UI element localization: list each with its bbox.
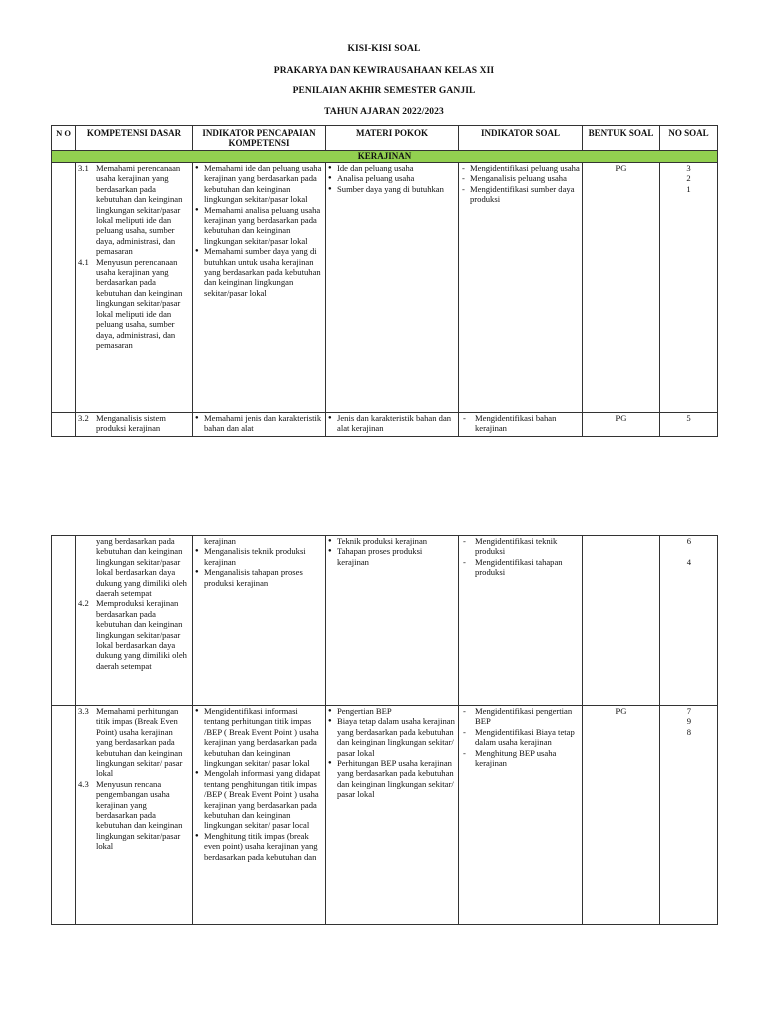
kd-cell <box>76 706 193 925</box>
table-header-row <box>52 126 718 151</box>
list-item: - Mengidentifikasi Biaya tetap dalam usaha kerajinan <box>475 727 580 748</box>
col-header-indikator-pencapaian: INDIKATOR PENCAPAIAN KOMPETENSI <box>193 126 326 151</box>
kd-text: Memahami perencanaan usaha kerajinan yang berdasarkan pada kebutuhan dan keinginan lingkungan sekitar/pasar lokal meliputi ide dan peluang usaha, sumber daya, administrasi, dan pemasaran <box>96 163 183 257</box>
kd-item <box>78 536 190 598</box>
doc-title: KISI-KISI SOAL <box>347 44 421 54</box>
kd-item <box>78 779 190 852</box>
kd-item <box>78 163 190 257</box>
kd-number: 4.1 <box>78 256 89 267</box>
no-soal-cell: 5 <box>660 413 718 437</box>
list-item: - Mengidentifikasi sumber daya produksi <box>470 184 580 205</box>
no-soal-cell <box>660 536 718 706</box>
row-no-cell <box>52 536 76 706</box>
kd-item <box>78 706 190 779</box>
kisi-table-part-2 <box>51 535 718 925</box>
list-item: ● Memahami sumber daya yang di butuhkan untuk usaha kerajinan yang berdasarkan pada kebutuhan dan keinginan lingkungan sekitar/pasar lokal <box>204 246 323 298</box>
section-label: KERAJINAN <box>52 151 718 163</box>
no-soal-cell <box>660 163 718 413</box>
kd-text: Menyusun rencana pengembangan usaha kerajinan yang berdasarkan pada kebutuhan dan keinginan lingkungan sekitar/pasar lokal <box>96 778 183 852</box>
bentuk-soal-cell: PG <box>583 163 660 413</box>
kd-text: Memproduksi kerajinan berdasarkan pada kebutuhan dan keinginan lingkungan sekitar/pasar lokal berdasarkan daya dukung yang dimiliki oleh daerah setempat <box>96 598 187 671</box>
kd-cell <box>76 163 193 413</box>
kd-number: 3.3 <box>78 706 89 716</box>
list-item: - Mengidentifikasi pengertian BEP <box>475 706 580 727</box>
no-soal-value: 3 <box>686 163 691 173</box>
kd-number: 4.3 <box>78 778 89 789</box>
list-item: - Mengidentifikasi tahapan produksi <box>475 557 580 578</box>
list-item: ● Ide dan peluang usaha <box>337 163 456 173</box>
list-item: ● Menganalisis teknik produksi kerajinan <box>204 546 323 567</box>
no-soal-value: 1 <box>686 183 691 194</box>
col-header-no-soal: NO SOAL <box>660 126 718 151</box>
indikator-cell <box>193 413 326 437</box>
list-item: ● Sumber daya yang di butuhkan <box>337 184 456 194</box>
kd-text: Menyusun perencanaan usaha kerajinan yang berdasarkan pada kebutuhan dan keinginan lingkungan sekitar/pasar lokal meliputi ide dan peluang usaha, sumber daya, administrasi, dan pemasaran <box>96 256 183 350</box>
no-soal-value: 2 <box>686 173 691 184</box>
table-row <box>52 536 718 706</box>
table-row <box>52 706 718 925</box>
materi-cell <box>326 536 459 706</box>
kd-text: Memahami perhitungan titik impas (Break Even Point) usaha kerajinan yang berdasarkan pada kebutuhan dan keinginan lingkungan sekitar/ pasar lokal <box>96 706 183 779</box>
no-soal-value: 8 <box>686 726 691 737</box>
kd-number: 4.2 <box>78 598 89 609</box>
list-item: ● Mengolah informasi yang didapat tentang penghitungan titik impas /BEP ( Break Event Point ) usaha kerajinan yang berdasarkan pada kebutuhan dan keinginan lingkungan sekitar/ pasar local <box>204 768 323 830</box>
section-row-kerajinan <box>52 151 718 163</box>
col-header-kompetensi-dasar: KOMPETENSI DASAR <box>76 126 193 151</box>
kd-cell <box>76 536 193 706</box>
row-no-cell <box>52 413 76 437</box>
list-item: ● Menganalisis tahapan proses produksi kerajinan <box>204 567 323 588</box>
list-item: ● Perhitungan BEP usaha kerajinan yang berdasarkan pada kebutuhan dan keinginan lingkungan sekitar/ pasar lokal <box>337 758 456 800</box>
col-header-indikator-soal: INDIKATOR SOAL <box>459 126 583 151</box>
list-item: ● Memahami jenis dan karakteristik bahan dan alat <box>204 413 323 434</box>
col-header-materi-pokok: MATERI POKOK <box>326 126 459 151</box>
list-item: - Menganalisis peluang usaha <box>470 173 580 183</box>
materi-cell <box>326 163 459 413</box>
list-item: ● Pengertian BEP <box>337 706 456 716</box>
table-row <box>52 413 718 437</box>
indikator-soal-cell <box>459 706 583 925</box>
list-item: ● Memahami analisa peluang usaha kerajinan yang berdasarkan pada kebutuhan dan keinginan lingkungan sekitar/pasar lokal <box>204 205 323 247</box>
list-item: ● Analisa peluang usaha <box>337 173 456 183</box>
kd-item <box>78 257 190 351</box>
kisi-table-part-1 <box>51 125 718 437</box>
list-item: - Mengidentifikasi bahan kerajinan <box>475 413 580 434</box>
list-item: - Mengidentifikasi peluang usaha <box>470 163 580 173</box>
table-row <box>52 163 718 413</box>
indikator-cell <box>193 536 326 706</box>
list-item: ● Memahami ide dan peluang usaha kerajinan yang berdasarkan pada kebutuhan dan keinginan lingkungan sekitar/pasar lokal <box>204 163 323 205</box>
list-item: ● Tahapan proses produksi kerajinan <box>337 546 456 567</box>
materi-cell <box>326 413 459 437</box>
kd-text: Menganalisis sistem produksi kerajinan <box>96 413 166 434</box>
list-item: - Mengidentifikasi teknik produksi <box>475 536 580 557</box>
indikator-cell <box>193 163 326 413</box>
row-no-cell <box>52 706 76 925</box>
no-soal-value: 9 <box>686 716 691 727</box>
col-header-bentuk-soal: BENTUK SOAL <box>583 126 660 151</box>
col-header-no: N O <box>52 126 76 151</box>
no-soal-value: 6 <box>686 536 691 546</box>
materi-cell <box>326 706 459 925</box>
indikator-soal-cell <box>459 536 583 706</box>
kd-item <box>78 598 190 671</box>
bentuk-soal-cell: PG <box>583 706 660 925</box>
no-soal-value: 7 <box>686 706 691 716</box>
kd-number: 3.1 <box>78 163 89 173</box>
kd-cell <box>76 413 193 437</box>
bentuk-soal-cell: PG <box>583 413 660 437</box>
doc-subject: PRAKARYA DAN KEWIRAUSAHAAN KELAS XII <box>273 66 495 76</box>
list-item: - Menghitung BEP usaha kerajinan <box>475 748 580 769</box>
kd-item <box>78 413 190 434</box>
list-item: ● Menghitung titik impas (break even point) usaha kerajinan yang berdasarkan pada kebutuhan dan <box>204 831 323 862</box>
no-soal-cell <box>660 706 718 925</box>
list-item: ● Jenis dan karakteristik bahan dan alat kerajinan <box>337 413 456 434</box>
list-item: ● Teknik produksi kerajinan <box>337 536 456 546</box>
indikator-soal-cell <box>459 163 583 413</box>
row-no-cell <box>52 163 76 413</box>
indikator-cell <box>193 706 326 925</box>
kd-number: 3.2 <box>78 413 89 423</box>
bentuk-soal-cell <box>583 536 660 706</box>
indikator-soal-cell <box>459 413 583 437</box>
kd-text: yang berdasarkan pada kebutuhan dan keinginan lingkungan sekitar/pasar lokal berdasarkan daya dukung yang dimiliki oleh daerah setempat <box>96 536 187 599</box>
doc-year: TAHUN AJARAN 2022/2023 <box>324 107 444 117</box>
indikator-continuation: kerajinan <box>204 536 236 546</box>
list-item: ● Biaya tetap dalam usaha kerajinan yang berdasarkan pada kebutuhan dan keinginan lingkungan sekitar/ pasar lokal <box>337 716 456 758</box>
no-soal-value: 4 <box>686 556 691 567</box>
list-item: ● Mengidentifikasi informasi tentang perhitungan titik impas /BEP ( Break Event Point ) usaha kerajinan yang berdasarkan pada kebutuhan dan keinginan lingkungan sekitar/ pasar lokal <box>204 706 323 768</box>
doc-exam: PENILAIAN AKHIR SEMESTER GANJIL <box>292 86 476 96</box>
